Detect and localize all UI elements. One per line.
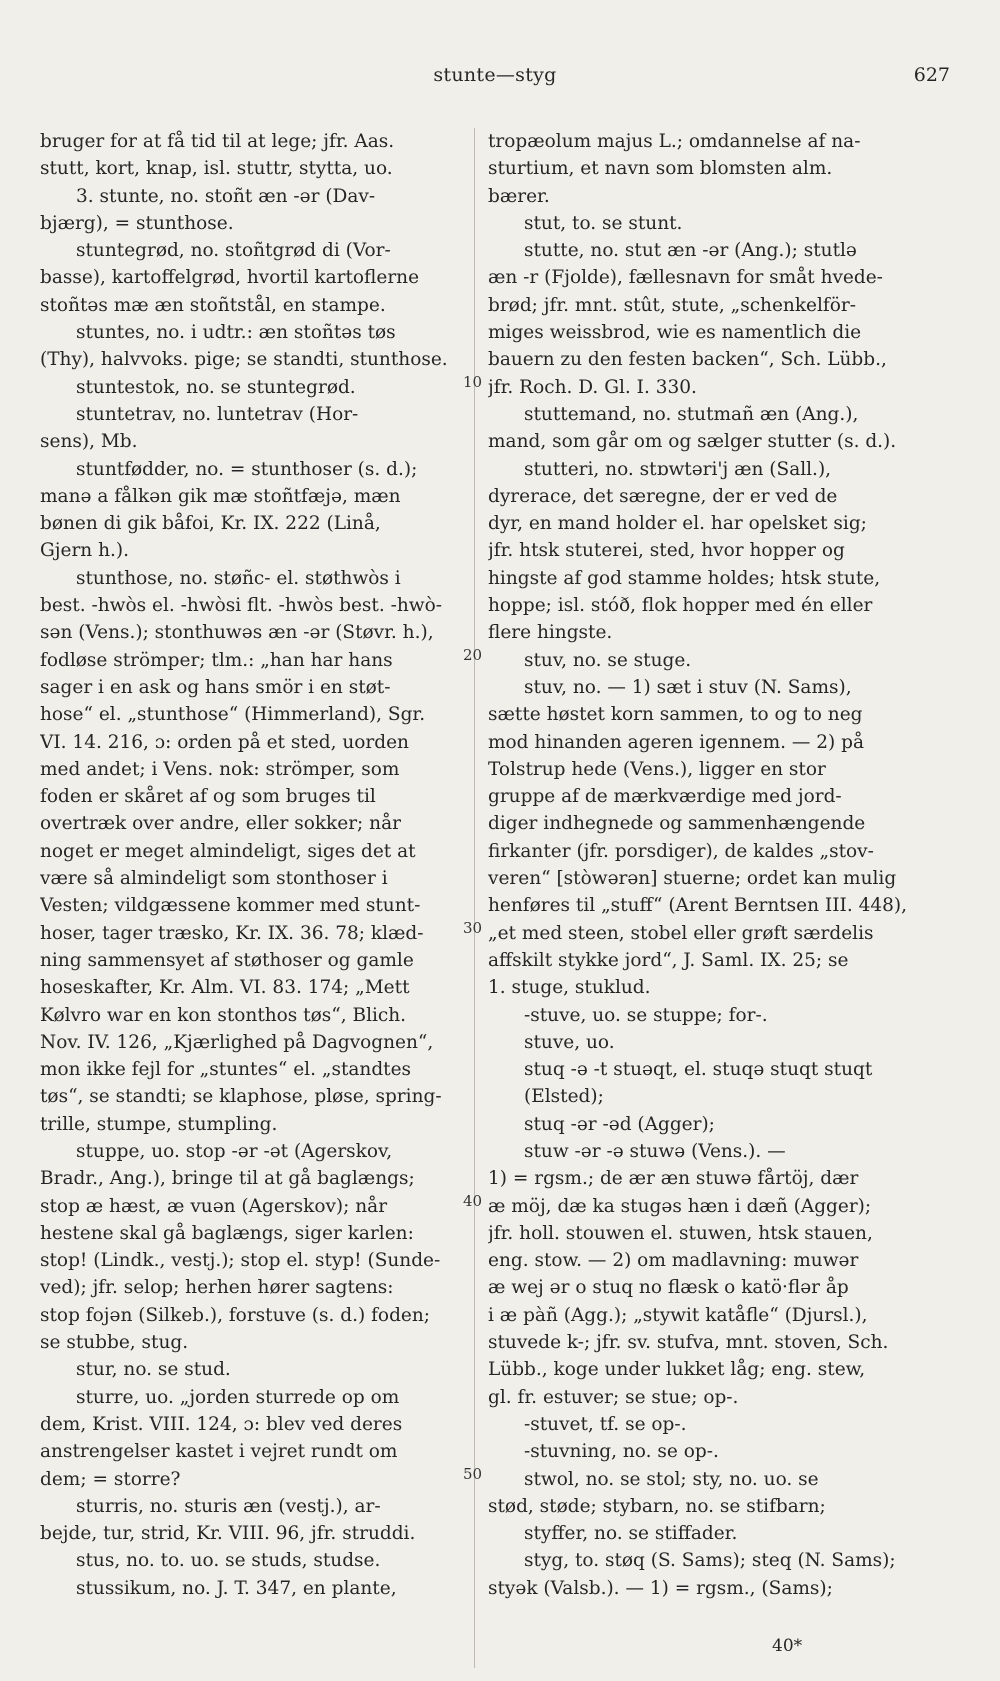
text-line: stop æ hæst, æ vuən (Agerskov); når: [40, 1195, 388, 1217]
text-line: sturtium, et navn som blomsten alm.: [488, 158, 833, 180]
text-line: stuve, uo.: [524, 1031, 615, 1053]
text-line: styək (Valsb.). — 1) = rgsm., (Sams);: [488, 1577, 833, 1599]
text-line: gruppe af de mærkværdige med jord-: [488, 786, 842, 808]
text-line: 1. stuge, stuklud.: [488, 977, 651, 999]
text-line: dem; = storre?: [40, 1468, 181, 1490]
text-line: med andet; i Vens. nok: strömper, som: [40, 758, 400, 780]
text-line: stuntetrav, no. luntetrav (Hor-: [76, 403, 359, 425]
text-line: hose“ el. „stunthose“ (Himmerland), Sgr.: [40, 704, 426, 726]
text-line: stutte, no. stut æn -ər (Ang.); stutlə: [524, 240, 857, 262]
text-line: mand, som går om og sælger stutter (s. d.).: [488, 431, 897, 453]
text-line: tropæolum majus L.; omdannelse af na-: [488, 131, 861, 152]
page-header: [40, 64, 950, 94]
text-line: Kølvro war en kon stonthos tøs“, Blich.: [40, 1004, 407, 1026]
text-line: stuntfødder, no. = stunthoser (s. d.);: [76, 458, 418, 480]
signature-mark: 40*: [772, 1636, 803, 1656]
text-line: bjærg), = stunthose.: [40, 212, 234, 234]
text-line: Gjern h.).: [40, 540, 129, 562]
text-line: Lübb., koge under lukket låg; eng. stew,: [488, 1359, 866, 1381]
text-line: sturris, no. sturis æn (vestj.), ar-: [76, 1495, 381, 1517]
text-line: miges weissbrod, wie es namentlich die: [488, 322, 862, 344]
line-number-30: 30: [463, 919, 483, 937]
text-line: stop! (Lindk., vestj.); stop el. styp! (Sunde-: [40, 1250, 441, 1272]
text-line: bærer.: [488, 185, 550, 207]
text-line: stuv, no. — 1) sæt i stuv (N. Sams),: [524, 676, 852, 698]
text-line: overtræk over andre, eller sokker; når: [40, 813, 401, 835]
text-line: stus, no. to. uo. se studs, studse.: [76, 1550, 381, 1572]
text-line: styg, to. støq (S. Sams); steq (N. Sams);: [524, 1550, 896, 1572]
text-line: Nov. IV. 126, „Kjærlighed på Dagvognen“,: [40, 1031, 434, 1053]
text-line: æn -r (Fjolde), fællesnavn for småt hvede-: [488, 267, 883, 289]
text-line: brød; jfr. mnt. stût, stute, „schenkelför-: [488, 294, 856, 316]
right-column: [488, 128, 924, 1602]
text-line: mod hinanden ageren igennem. — 2) på: [488, 731, 864, 753]
text-line: se stubbe, stug.: [40, 1332, 189, 1354]
text-line: diger indhegnede og sammenhængende: [488, 813, 866, 835]
line-number-10: 10: [463, 373, 483, 391]
text-line: Vesten; vildgæssene kommer med stunt-: [40, 895, 421, 917]
text-line: hoppe; isl. stóð, flok hopper med én eller: [488, 595, 873, 617]
text-line: 1) = rgsm.; de ær æn stuwə fårtöj, dær: [488, 1168, 859, 1190]
text-line: affskilt stykke jord“, J. Saml. IX. 25; se: [488, 949, 849, 971]
text-line: Bradr., Ang.), bringe til at gå baglængs;: [40, 1168, 415, 1190]
text-line: eng. stow. — 2) om madlavning: muwər: [488, 1250, 859, 1272]
text-line: stuw -ər -ə stuwə (Vens.). —: [524, 1140, 786, 1162]
running-head: stunte—styg: [433, 64, 557, 86]
text-line: sens), Mb.: [40, 431, 138, 453]
text-line: stuntegrød, no. stoñtgrød di (Vor-: [76, 240, 391, 262]
text-line: VI. 14. 216, ɔ: orden på et sted, uorden: [40, 731, 409, 753]
page-number: 627: [913, 64, 950, 86]
text-line: Tolstrup hede (Vens.), ligger en stor: [488, 758, 826, 780]
text-line: stuntes, no. i udtr.: æn stoñtəs tøs: [76, 322, 396, 344]
text-line: jfr. htsk stuterei, sted, hvor hopper og: [488, 540, 845, 562]
text-line: stuvede k-; jfr. sv. stufva, mnt. stoven, Sch.: [488, 1332, 889, 1354]
text-line: bauern zu den festen backen“, Sch. Lübb.,: [488, 349, 887, 371]
text-line: stød, støde; stybarn, no. se stifbarn;: [488, 1495, 826, 1517]
text-line: sætte høstet korn sammen, to og to neg: [488, 704, 863, 726]
text-line: fodløse strömper; tlm.: „han har hans: [40, 649, 393, 671]
text-line: bønen di gik båfoi, Kr. IX. 222 (Linå,: [40, 513, 381, 535]
text-line: æ möj, dæ ka stugəs hæn i dæñ (Agger);: [488, 1195, 872, 1217]
text-line: hoser, tager træsko, Kr. IX. 36. 78; klæd-: [40, 922, 424, 944]
column-divider: [474, 128, 475, 1668]
text-line: i æ pàñ (Agg.); „stywit katåfle“ (Djursl.),: [488, 1304, 868, 1326]
text-line: stunthose, no. støñc- el. støthwòs i: [76, 567, 401, 589]
text-line: henføres til „stuff“ (Arent Berntsen III. 448),: [488, 895, 907, 917]
text-line: stuppe, uo. stop -ər -ət (Agerskov,: [76, 1140, 393, 1162]
text-line: basse), kartoffelgrød, hvortil kartoflerne: [40, 267, 420, 289]
text-line: 3. stunte, no. stoñt æn -ər (Dav-: [76, 185, 376, 207]
text-line: hingste af god stamme holdes; htsk stute,: [488, 567, 881, 589]
text-line: sturre, uo. „jorden sturrede op om: [76, 1386, 400, 1408]
text-line: stuv, no. se stuge.: [524, 649, 692, 671]
text-line: mon ikke fejl for „stuntes“ el. „standtes: [40, 1059, 412, 1081]
text-line: dem, Krist. VIII. 124, ɔ: blev ved deres: [40, 1413, 403, 1435]
text-line: hoseskafter, Kr. Alm. VI. 83. 174; „Mett: [40, 977, 410, 999]
text-line: -stuvning, no. se op-.: [524, 1441, 719, 1463]
text-line: dyr, en mand holder el. har opelsket sig;: [488, 513, 867, 535]
text-line: manə a fålkən gik mæ stoñtfæjə, mæn: [40, 485, 401, 507]
text-line: stuttemand, no. stutmañ æn (Ang.),: [524, 403, 859, 425]
text-line: stutteri, no. stɒwtəri'j æn (Sall.),: [524, 458, 832, 480]
text-line: gl. fr. estuver; se stue; op-.: [488, 1386, 739, 1408]
text-line: stuq -ə -t stuəqt, el. stuqə stuqt stuqt: [524, 1059, 873, 1081]
text-line: sən (Vens.); stonthuwəs æn -ər (Støvr. h.),: [40, 622, 434, 644]
text-line: stoñtəs mæ æn stoñtstål, en stampe.: [40, 294, 386, 316]
text-line: (Thy), halvvoks. pige; se standti, stunthose.: [40, 349, 448, 371]
text-line: jfr. holl. stouwen el. stuwen, htsk stauen,: [488, 1222, 873, 1244]
text-line: veren“ [stòwərən] stuerne; ordet kan mulig: [488, 868, 897, 890]
text-line: sager i en ask og hans smör i en støt-: [40, 676, 391, 698]
text-line: „et med steen, stobel eller grøft særdelis: [488, 922, 874, 944]
text-line: best. -hwòs el. -hwòsi flt. -hwòs best. -hwò-: [40, 595, 442, 617]
text-line: jfr. Roch. D. Gl. I. 330.: [488, 376, 697, 398]
text-line: ved); jfr. selop; herhen hører sagtens:: [40, 1277, 394, 1299]
text-line: æ wej ər o stuq no flæsk o katö·flər åp: [488, 1277, 849, 1299]
text-line: stussikum, no. J. T. 347, en plante,: [76, 1577, 397, 1599]
text-line: bruger for at få tid til at lege; jfr. Aas.: [40, 131, 395, 152]
text-line: stur, no. se stud.: [76, 1359, 231, 1381]
text-line: stwol, no. se stol; sty, no. uo. se: [524, 1468, 819, 1490]
text-line: ning sammensyet af støthoser og gamle: [40, 949, 414, 971]
text-line: -stuve, uo. se stuppe; for-.: [524, 1004, 768, 1026]
text-line: anstrengelser kastet i vejret rundt om: [40, 1441, 398, 1463]
text-line: dyrerace, det særegne, der er ved de: [488, 485, 838, 507]
left-column: [40, 128, 470, 1602]
text-line: trille, stumpe, stumpling.: [40, 1113, 278, 1135]
text-line: styffer, no. se stiffader.: [524, 1523, 738, 1545]
text-line: stop fojən (Silkeb.), forstuve (s. d.) foden;: [40, 1304, 431, 1326]
text-line: stuq -ər -əd (Agger);: [524, 1113, 715, 1135]
text-line: (Elsted);: [524, 1086, 604, 1108]
text-line: flere hingste.: [488, 622, 613, 644]
text-line: firkanter (jfr. porsdiger), de kaldes „stov-: [488, 840, 874, 862]
text-line: være så almindeligt som stonthoser i: [40, 868, 388, 890]
line-number-50: 50: [463, 1465, 483, 1483]
text-line: stuntestok, no. se stuntegrød.: [76, 376, 356, 398]
text-line: noget er meget almindeligt, siges det at: [40, 840, 416, 862]
text-line: tøs“, se standti; se klaphose, pløse, spring-: [40, 1086, 442, 1108]
text-line: foden er skåret af og som bruges til: [40, 786, 376, 808]
text-line: bejde, tur, strid, Kr. VIII. 96, jfr. struddi.: [40, 1523, 416, 1545]
text-line: hestene skal gå baglængs, siger karlen:: [40, 1222, 414, 1244]
text-line: stutt, kort, knap, isl. stuttr, stytta, uo.: [40, 158, 393, 180]
line-number-40: 40: [463, 1192, 483, 1210]
text-line: stut, to. se stunt.: [524, 212, 683, 234]
text-line: -stuvet, tf. se op-.: [524, 1413, 687, 1435]
line-number-20: 20: [463, 646, 483, 664]
